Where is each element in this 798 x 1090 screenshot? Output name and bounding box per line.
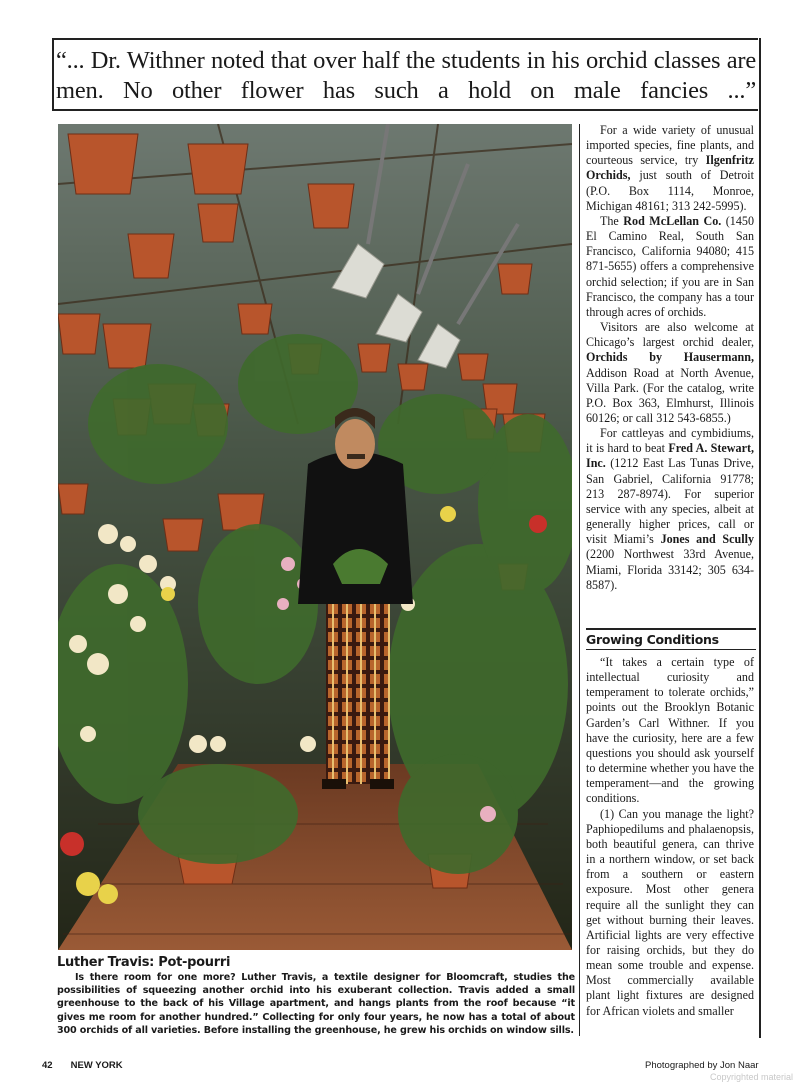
section-heading: Growing Conditions bbox=[586, 632, 719, 647]
retailers-paragraph bbox=[586, 214, 754, 320]
right-vertical-rule bbox=[759, 38, 761, 1038]
business-name: Orchids by Hausermann, bbox=[586, 350, 754, 365]
text-run: The bbox=[600, 213, 624, 228]
greenhouse-photo bbox=[58, 124, 572, 950]
photo-credit: Photographed by Jon Naar bbox=[645, 1060, 759, 1071]
retailers-paragraph bbox=[586, 123, 754, 214]
business-name: Ilgenfritz Orchids, bbox=[586, 153, 754, 183]
left-vertical-rule bbox=[52, 38, 54, 110]
text-run: For a wide variety of unusual imported species, fine plants, and courteous service, try bbox=[586, 123, 754, 168]
text-run: just south of Detroit (P.O. Box 1114, Monroe, Michigan 48161; 313 242-5995). bbox=[586, 168, 754, 213]
text-run: (1212 East Las Tunas Drive, San Gabriel, California 91778; 213 287-8974). For superior service with any species, albeit at generally higher prices, call or visit Miami’s bbox=[586, 456, 754, 547]
section-top-rule bbox=[586, 628, 756, 630]
pull-quote: “... Dr. Withner noted that over half the students in his orchid classes are men. No other flower has such a hold on male fancies ...” bbox=[56, 47, 756, 104]
business-name: Fred A. Stewart, Inc. bbox=[586, 441, 754, 471]
folio bbox=[42, 1060, 141, 1071]
business-name: Rod McLellan Co. bbox=[623, 213, 722, 228]
growing-conditions-column bbox=[586, 655, 754, 1019]
text-run: (1450 El Camino Real, South San Francisco, California 94080; 415 871-5655) offers a comprehensive orchid selection; if you are in San Francisco, the company has a tour through acres of orchids. bbox=[586, 213, 754, 319]
business-name: Jones and Scully bbox=[660, 532, 754, 547]
text-run: Visitors are also welcome at Chicago’s largest orchid dealer, bbox=[586, 320, 754, 350]
quote-bottom-rule bbox=[52, 109, 758, 111]
text-run: (1) Can you manage the light? Paphiopedilums and phalaenopsis, both beautiful genera, can thrive in a northern window, or set back from a southern or eastern exposure. Most other genera require all the sunlight they can get without burning their leaves. Artificial lights are very effective for raising orchids, but they do mean some trouble and expense. Most commercially available plant light fixtures are designed for African violets and smaller bbox=[586, 806, 754, 1018]
top-rule bbox=[52, 38, 758, 40]
caption-body: Is there room for one more? Luther Travis, a textile designer for Bloomcraft, studies the possibilities of squeezing another orchid into his exuberant collection. Travis added a small greenhouse to the back of his Village apartment, and hangs plants from the roof because “it gives me room for another hundred.” Collecting for only four years, he now has a total of about 300 orchids of all varieties. Before installing the greenhouse, he grew his orchids on window sills. bbox=[57, 972, 575, 1036]
magazine-name: NEW YORK bbox=[70, 1060, 123, 1071]
page-number: 42 bbox=[42, 1060, 53, 1071]
greenhouse-photo-illustration bbox=[58, 124, 572, 950]
text-run: For cattleyas and cymbidiums, it is hard to beat bbox=[586, 426, 754, 456]
text-run: Addison Road at North Avenue, Villa Park. (For the catalog, write P.O. Box 363, Elmhurst, Illinois 60126; or call 312 543-6855.) bbox=[586, 365, 754, 425]
column-divider-rule bbox=[579, 124, 580, 1036]
growing-conditions-paragraph bbox=[586, 807, 754, 1019]
text-run: (2200 Northwest 33rd Avenue, Miami, Florida 33142; 305 634-8587). bbox=[586, 547, 754, 592]
section-bottom-rule bbox=[586, 649, 756, 650]
retailers-column bbox=[586, 123, 754, 593]
text-run: “It takes a certain type of intellectual curiosity and temperament to tolerate orchids,” points out the Brooklyn Botanic Garden’s Carl Withner. If you have the curiosity, here are a few questions you should ask yourself to determine whether you have the temperament—and the growing conditions. bbox=[586, 655, 754, 806]
growing-conditions-paragraph bbox=[586, 655, 754, 807]
retailers-paragraph bbox=[586, 320, 754, 426]
retailers-paragraph bbox=[586, 426, 754, 593]
copyright-watermark: Copyrighted material bbox=[710, 1072, 794, 1082]
caption-heading: Luther Travis: Pot-pourri bbox=[57, 955, 231, 970]
